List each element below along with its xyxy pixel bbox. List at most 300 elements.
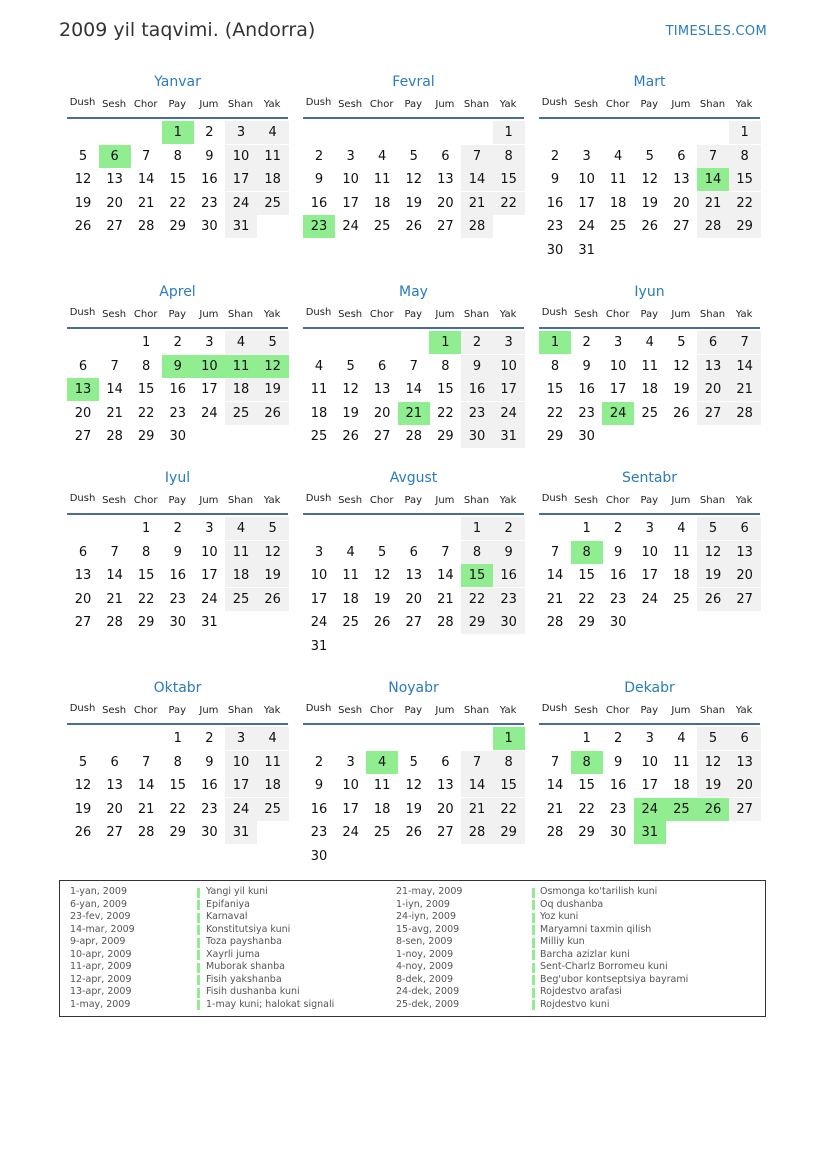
weekday-header: Sesh	[102, 705, 127, 716]
day-cell: 9	[614, 754, 623, 770]
day-cell: 20	[697, 378, 729, 401]
legend-color-marker	[532, 888, 535, 898]
weekday-header: Pay	[404, 309, 423, 320]
legend-color-marker	[532, 1000, 535, 1010]
day-cell: 4	[677, 731, 686, 746]
day-cell: 2	[205, 125, 214, 140]
day-cell: 21	[729, 378, 761, 401]
legend-holiday-name: Fisih yakshanba	[206, 973, 282, 985]
legend-color-marker	[532, 963, 535, 973]
day-cell: 29	[137, 615, 155, 630]
legend-date: 8-sen, 2009	[396, 936, 453, 947]
day-cell: 7	[461, 751, 493, 774]
day-cell: 5	[78, 754, 88, 770]
holiday-day-cell: 6	[99, 145, 131, 168]
day-cell: 10	[342, 778, 359, 793]
day-cell: 3	[493, 331, 525, 354]
day-cell: 26	[641, 219, 659, 234]
header-rule	[303, 513, 524, 515]
day-cell: 11	[673, 544, 690, 560]
day-cell: 27	[437, 825, 454, 840]
day-cell: 29	[461, 611, 493, 634]
legend-date: 1-iyn, 2009	[396, 898, 450, 910]
day-cell: 13	[729, 541, 761, 564]
day-cell: 28	[729, 402, 761, 425]
day-cell: 19	[405, 801, 423, 817]
day-cell: 30	[578, 429, 595, 444]
header-rule	[539, 327, 760, 329]
day-cell: 25	[310, 429, 328, 444]
day-cell: 20	[405, 591, 423, 607]
day-cell: 21	[546, 801, 564, 817]
holiday-day-cell: 23	[303, 215, 335, 238]
day-cell: 11	[373, 778, 391, 793]
header-rule	[303, 723, 524, 725]
day-cell: 2	[614, 521, 623, 536]
weekday-header: Pay	[168, 495, 187, 506]
weekday-header: Chor	[369, 705, 394, 716]
legend-color-marker	[197, 975, 200, 985]
holiday-day-cell: 12	[257, 355, 289, 378]
weekday-header: Jum	[671, 99, 691, 110]
day-cell: 19	[405, 195, 423, 211]
legend-color-marker	[532, 925, 535, 935]
day-cell: 10	[578, 172, 595, 187]
day-cell: 7	[409, 358, 418, 374]
weekday-header: Jum	[199, 705, 219, 716]
legend-color-marker	[197, 1000, 200, 1010]
weekday-header: Dush	[305, 307, 332, 318]
day-cell: 12	[257, 541, 289, 564]
day-cell: 13	[373, 382, 391, 397]
site-logo-link[interactable]: TIMESLES.COM	[665, 24, 767, 39]
day-cell: 30	[201, 219, 218, 234]
day-cell: 28	[137, 219, 155, 234]
day-cell: 20	[729, 774, 761, 797]
day-cell: 7	[461, 145, 493, 168]
day-cell: 9	[205, 148, 214, 164]
day-cell: 1	[729, 121, 761, 144]
day-cell: 1	[142, 521, 151, 536]
day-cell: 14	[137, 778, 155, 793]
day-cell: 30	[609, 825, 627, 840]
day-cell: 3	[205, 335, 214, 350]
weekday-header: Dush	[305, 97, 332, 108]
day-cell: 9	[314, 778, 324, 793]
day-cell: 14	[729, 355, 761, 378]
holiday-day-cell: 1	[493, 727, 525, 750]
legend-color-marker	[197, 900, 200, 910]
holiday-day-cell: 24	[634, 798, 666, 821]
weekday-header: Shan	[463, 99, 490, 110]
weekday-header: Yak	[499, 99, 517, 110]
weekday-header: Sesh	[574, 495, 599, 506]
weekday-header: Jum	[199, 495, 219, 506]
day-cell: 5	[346, 358, 355, 374]
day-cell: 8	[493, 751, 525, 774]
day-cell: 14	[405, 382, 423, 397]
day-cell: 18	[673, 568, 690, 583]
legend-holiday-name: Oq dushanba	[540, 898, 604, 910]
legend-color-marker	[532, 938, 535, 948]
weekday-header: Shan	[463, 309, 490, 320]
day-cell: 1	[173, 731, 182, 746]
day-cell: 2	[173, 335, 182, 350]
day-cell: 30	[493, 611, 525, 634]
holiday-day-cell: 11	[225, 355, 257, 378]
day-cell: 28	[461, 821, 493, 844]
day-cell: 13	[437, 778, 454, 793]
day-cell: 31	[201, 615, 218, 630]
weekday-header: Jum	[671, 309, 691, 320]
weekday-header: Shan	[463, 705, 490, 716]
holiday-day-cell: 13	[67, 378, 99, 401]
day-cell: 1	[142, 335, 151, 350]
day-cell: 16	[169, 568, 187, 583]
day-cell: 26	[673, 405, 690, 421]
day-cell: 29	[578, 825, 595, 840]
day-cell: 17	[225, 168, 257, 191]
day-cell: 8	[173, 148, 182, 164]
day-cell: 13	[405, 568, 423, 583]
day-cell: 16	[609, 568, 627, 583]
holiday-day-cell: 24	[602, 402, 634, 425]
day-cell: 4	[677, 521, 686, 536]
day-cell: 30	[169, 429, 187, 444]
day-cell: 20	[106, 801, 123, 817]
day-cell: 25	[342, 615, 359, 630]
day-cell: 15	[493, 168, 525, 191]
day-cell: 4	[645, 335, 654, 350]
day-cell: 14	[106, 382, 123, 397]
day-cell: 3	[314, 544, 324, 560]
day-cell: 29	[546, 429, 564, 444]
day-cell: 5	[677, 335, 686, 350]
day-cell: 10	[493, 355, 525, 378]
day-cell: 14	[546, 778, 564, 793]
day-cell: 6	[697, 331, 729, 354]
weekday-header: Jum	[199, 309, 219, 320]
day-cell: 23	[461, 402, 493, 425]
day-cell: 22	[137, 591, 155, 607]
legend-color-marker	[532, 950, 535, 960]
day-cell: 9	[493, 541, 525, 564]
day-cell: 18	[609, 195, 627, 211]
day-cell: 12	[673, 358, 690, 374]
legend-date: 23-fev, 2009	[70, 911, 131, 922]
day-cell: 28	[546, 615, 564, 630]
weekday-header: Yak	[499, 495, 517, 506]
day-cell: 5	[78, 148, 88, 164]
day-cell: 19	[74, 195, 92, 211]
day-cell: 5	[697, 517, 729, 540]
day-cell: 25	[225, 402, 257, 425]
weekday-header: Jum	[671, 495, 691, 506]
day-cell: 8	[441, 358, 450, 374]
day-cell: 25	[257, 798, 289, 821]
day-cell: 18	[257, 168, 289, 191]
weekday-header: Pay	[168, 309, 187, 320]
day-cell: 14	[546, 568, 564, 583]
legend-holiday-name: Sent-Charlz Borromeu kuni	[540, 961, 668, 972]
day-cell: 26	[697, 588, 729, 611]
day-cell: 2	[461, 331, 493, 354]
day-cell: 6	[441, 148, 450, 164]
weekday-header: Chor	[369, 495, 394, 506]
day-cell: 27	[106, 219, 123, 234]
weekday-header: Yak	[499, 705, 517, 716]
legend-date: 1-noy, 2009	[396, 948, 454, 960]
day-cell: 6	[378, 358, 387, 374]
day-cell: 6	[441, 754, 450, 770]
day-cell: 21	[137, 195, 155, 211]
weekday-header: Sesh	[338, 99, 363, 110]
month-iyun	[539, 282, 760, 482]
day-cell: 21	[697, 192, 729, 215]
day-cell: 20	[74, 405, 92, 421]
month-name: Iyun	[634, 284, 665, 300]
legend-date: 1-yan, 2009	[70, 886, 127, 897]
day-cell: 20	[673, 195, 690, 211]
day-cell: 30	[201, 825, 218, 840]
day-cell: 17	[493, 378, 525, 401]
day-cell: 19	[257, 564, 289, 587]
day-cell: 31	[493, 425, 525, 448]
legend-date: 9-apr, 2009	[70, 936, 126, 947]
legend-color-marker	[197, 938, 200, 948]
day-cell: 9	[314, 172, 324, 187]
month-name: Oktabr	[153, 680, 202, 696]
day-cell: 13	[106, 778, 123, 793]
day-cell: 24	[578, 219, 595, 234]
holiday-legend	[59, 880, 766, 1017]
legend-color-marker	[197, 925, 200, 935]
holiday-day-cell: 15	[461, 564, 493, 587]
day-cell: 7	[550, 544, 560, 560]
legend-date: 10-apr, 2009	[70, 948, 132, 960]
legend-date: 6-yan, 2009	[70, 898, 127, 910]
day-cell: 9	[550, 172, 560, 187]
weekday-header: Chor	[133, 705, 158, 716]
legend-color-marker	[197, 963, 200, 973]
day-cell: 2	[493, 517, 525, 540]
legend-holiday-name: Rojdestvo arafasi	[540, 986, 622, 997]
day-cell: 3	[205, 521, 214, 536]
day-cell: 23	[578, 405, 595, 421]
day-cell: 12	[405, 778, 423, 793]
legend-holiday-name: Osmonga ko'tarilish kuni	[540, 886, 658, 897]
day-cell: 16	[201, 778, 218, 793]
day-cell: 20	[729, 564, 761, 587]
day-cell: 22	[169, 195, 187, 211]
weekday-header: Dush	[541, 307, 568, 318]
legend-date: 14-mar, 2009	[70, 923, 135, 935]
day-cell: 26	[342, 429, 359, 444]
day-cell: 15	[578, 778, 595, 793]
day-cell: 18	[641, 382, 659, 397]
weekday-header: Yak	[735, 309, 753, 320]
day-cell: 10	[201, 544, 218, 560]
day-cell: 11	[225, 541, 257, 564]
weekday-header: Sesh	[338, 705, 363, 716]
header-rule	[539, 723, 760, 725]
day-cell: 23	[169, 405, 187, 421]
day-cell: 12	[697, 751, 729, 774]
day-cell: 5	[378, 544, 387, 560]
month-oktabr	[67, 678, 288, 878]
day-cell: 18	[225, 564, 257, 587]
legend-holiday-name: Yangi yil kuni	[206, 886, 268, 897]
month-yanvar	[67, 72, 288, 272]
weekday-header: Dush	[69, 703, 96, 714]
day-cell: 21	[106, 591, 123, 607]
day-cell: 22	[729, 192, 761, 215]
day-cell: 3	[225, 121, 257, 144]
day-cell: 29	[169, 825, 187, 840]
day-cell: 20	[106, 195, 123, 211]
day-cell: 11	[310, 382, 328, 397]
weekday-header: Shan	[463, 495, 490, 506]
weekday-header: Shan	[699, 99, 726, 110]
weekday-header: Pay	[640, 495, 659, 506]
day-cell: 19	[74, 801, 92, 817]
day-cell: 8	[461, 541, 493, 564]
day-cell: 22	[493, 192, 525, 215]
day-cell: 4	[225, 517, 257, 540]
day-cell: 9	[614, 544, 623, 560]
month-may	[303, 282, 524, 482]
day-cell: 12	[405, 172, 423, 187]
day-cell: 8	[142, 358, 151, 374]
day-cell: 13	[437, 172, 454, 187]
day-cell: 16	[493, 564, 525, 587]
day-cell: 28	[106, 615, 123, 630]
day-cell: 10	[641, 544, 659, 560]
weekday-header: Chor	[605, 99, 630, 110]
day-cell: 25	[373, 825, 391, 840]
month-mart	[539, 72, 760, 272]
day-cell: 6	[78, 544, 88, 560]
legend-holiday-name: Barcha azizlar kuni	[540, 948, 630, 960]
day-cell: 20	[74, 591, 92, 607]
weekday-header: Sesh	[102, 495, 127, 506]
month-name: Fevral	[392, 74, 435, 90]
weekday-header: Shan	[227, 99, 254, 110]
day-cell: 23	[201, 195, 218, 211]
day-cell: 15	[546, 382, 564, 397]
day-cell: 4	[378, 148, 387, 164]
header-rule	[67, 723, 288, 725]
day-cell: 7	[110, 544, 119, 560]
legend-date: 15-avg, 2009	[396, 923, 460, 935]
day-cell: 12	[697, 541, 729, 564]
weekday-header: Chor	[605, 309, 630, 320]
day-cell: 3	[346, 754, 355, 770]
weekday-header: Dush	[69, 97, 96, 108]
month-aprel	[67, 282, 288, 482]
weekday-header: Dush	[69, 307, 96, 318]
legend-date: 1-may, 2009	[70, 998, 131, 1010]
day-cell: 29	[493, 821, 525, 844]
day-cell: 16	[201, 172, 218, 187]
day-cell: 14	[106, 568, 123, 583]
day-cell: 19	[641, 195, 659, 211]
day-cell: 8	[142, 544, 151, 560]
day-cell: 16	[609, 778, 627, 793]
day-cell: 19	[673, 382, 690, 397]
day-cell: 27	[729, 798, 761, 821]
month-avgust	[303, 468, 524, 668]
weekday-header: Chor	[369, 99, 394, 110]
month-dekabr	[539, 678, 760, 878]
day-cell: 22	[437, 405, 454, 421]
day-cell: 26	[405, 825, 423, 840]
weekday-header: Jum	[435, 99, 455, 110]
day-cell: 6	[729, 727, 761, 750]
holiday-day-cell: 8	[571, 541, 603, 564]
weekday-header: Dush	[69, 493, 96, 504]
month-iyul	[67, 468, 288, 668]
legend-holiday-name: Yoz kuni	[540, 911, 579, 922]
day-cell: 5	[409, 754, 418, 770]
day-cell: 4	[257, 727, 289, 750]
day-cell: 23	[609, 591, 627, 607]
day-cell: 12	[74, 778, 92, 793]
day-cell: 18	[310, 405, 328, 421]
day-cell: 7	[697, 145, 729, 168]
month-name: Sentabr	[621, 470, 678, 486]
weekday-header: Pay	[404, 705, 423, 716]
weekday-header: Dush	[541, 493, 568, 504]
day-cell: 25	[225, 588, 257, 611]
legend-holiday-name: 1-may kuni; halokat signali	[206, 998, 335, 1010]
day-cell: 2	[205, 731, 214, 746]
weekday-header: Shan	[699, 705, 726, 716]
day-cell: 8	[729, 145, 761, 168]
legend-color-marker	[197, 950, 200, 960]
day-cell: 15	[578, 568, 595, 583]
day-cell: 24	[641, 591, 659, 607]
day-cell: 27	[673, 219, 690, 234]
day-cell: 22	[137, 405, 155, 421]
day-cell: 25	[373, 219, 391, 234]
day-cell: 12	[641, 172, 659, 187]
day-cell: 26	[405, 219, 423, 234]
day-cell: 15	[729, 168, 761, 191]
day-cell: 18	[673, 778, 690, 793]
day-cell: 1	[582, 521, 591, 536]
day-cell: 11	[257, 145, 289, 168]
holiday-day-cell: 1	[429, 331, 461, 354]
day-cell: 21	[461, 192, 493, 215]
day-cell: 31	[310, 638, 328, 654]
legend-date: 24-dek, 2009	[396, 986, 460, 997]
day-cell: 12	[74, 172, 92, 187]
weekday-header: Pay	[404, 495, 423, 506]
day-cell: 16	[169, 382, 187, 397]
weekday-header: Yak	[263, 705, 281, 716]
legend-holiday-name: Xayrli juma	[206, 948, 260, 960]
legend-color-marker	[532, 975, 535, 985]
weekday-header: Sesh	[102, 99, 127, 110]
day-cell: 21	[137, 801, 155, 817]
day-cell: 3	[645, 731, 654, 746]
day-cell: 21	[546, 591, 564, 607]
day-cell: 27	[729, 588, 761, 611]
day-cell: 3	[582, 148, 591, 164]
day-cell: 24	[310, 615, 328, 630]
header-rule	[303, 327, 524, 329]
